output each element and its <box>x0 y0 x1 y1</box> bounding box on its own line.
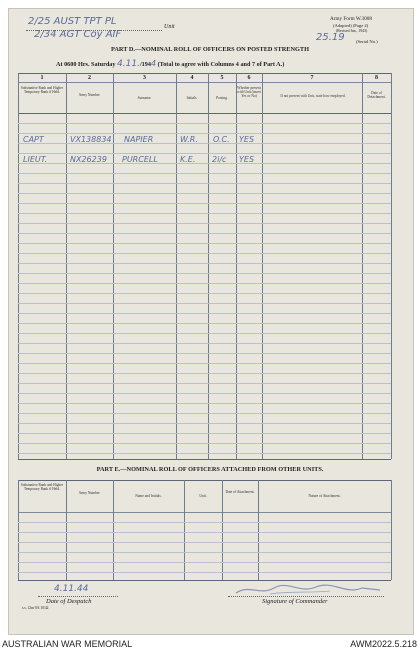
year-prefix: /194 <box>139 61 151 68</box>
form-revised: (Revised Jan., 1943) <box>336 29 368 33</box>
row1-surname: NAPIER <box>124 135 154 144</box>
row2-posting: 2i/c <box>212 155 227 164</box>
ruled-line <box>18 333 391 334</box>
row2-number: NX26239 <box>70 155 107 164</box>
col-header-initials: Initials. <box>186 96 198 100</box>
col-num-4: 4 <box>190 75 194 81</box>
col-header-employed: If not present with Unit, state how employed. <box>280 94 346 98</box>
col-header-rank: Substantive Rank and Higher Temporary Rank if Held. <box>20 86 64 95</box>
archive-ref: AWM2022.5.218 <box>350 639 417 649</box>
part-e-title: PART E.—NOMINAL ROLL OF OFFICERS ATTACHED FROM OTHER UNITS. <box>96 466 324 473</box>
at-suffix: (Total to agree with Columns 4 and 7 of Part A.) <box>157 61 285 68</box>
ruled-line <box>18 363 391 364</box>
col-num-5: 5 <box>220 75 224 81</box>
e-col-header-date: Date of Attachment. <box>225 490 255 494</box>
ruled-line <box>18 123 391 124</box>
row2-present: YES <box>239 155 255 164</box>
ruled-line <box>18 343 391 344</box>
despatch-label: Date of Despatch <box>46 598 92 605</box>
col-num-7: 7 <box>310 75 314 81</box>
ruled-line <box>18 133 391 134</box>
ruled-line <box>18 393 391 394</box>
ruled-line <box>18 323 391 324</box>
unit-label: Unit <box>164 24 175 30</box>
serial-handwriting: 25.19 <box>316 32 345 43</box>
printer-note: s.s. 12m 9/4 10/42 <box>22 606 49 610</box>
ruled-line <box>18 433 391 434</box>
ruled-line <box>18 253 391 254</box>
col-header-army-number: Army Number. <box>78 93 101 97</box>
ruled-line <box>18 283 391 284</box>
ruled-line <box>18 383 391 384</box>
ruled-line <box>18 403 391 404</box>
col-num-6: 6 <box>247 75 251 81</box>
ruled-line <box>18 552 391 553</box>
ruled-line <box>18 293 391 294</box>
col-num-2: 2 <box>88 75 91 81</box>
row1-initials: W.R. <box>180 135 198 144</box>
archive-org: AUSTRALIAN WAR MEMORIAL <box>2 639 133 649</box>
ruled-line <box>18 562 391 563</box>
ruled-line <box>18 413 391 414</box>
col-num-8: 8 <box>375 75 378 81</box>
part-d-title: PART D.—NOMINAL ROLL OF OFFICERS ON POSTED STRENGTH <box>110 46 310 53</box>
ruled-line <box>18 243 391 244</box>
ruled-line <box>18 223 391 224</box>
e-col-header-nature: Nature of Attachment. <box>308 494 341 498</box>
year-handwriting: 4 <box>150 59 157 68</box>
ruled-line <box>18 273 391 274</box>
col-num-1: 1 <box>40 75 44 81</box>
ruled-line <box>18 532 391 533</box>
ruled-line <box>18 303 391 304</box>
signature-label: Signature of Commander <box>262 598 328 605</box>
unit-handwriting-line2: 2/34 AGT Coy AIF <box>34 29 122 40</box>
col-header-surname: Surname. <box>137 96 152 100</box>
form-id: Army Form W.3008 <box>330 16 372 22</box>
col-header-posting: Posting. <box>216 96 228 100</box>
archive-footer <box>0 637 420 653</box>
ruled-line <box>18 453 391 454</box>
ruled-line <box>18 233 391 234</box>
form-page <box>8 8 414 635</box>
ruled-line <box>18 193 391 194</box>
form-adapted: (Adapted) (Page 2) <box>333 23 369 28</box>
ruled-line <box>18 353 391 354</box>
row2-surname: PURCELL <box>122 155 158 164</box>
e-col-header-unit: Unit. <box>199 494 207 498</box>
ruled-line <box>18 423 391 424</box>
ruled-line <box>18 373 391 374</box>
ruled-line <box>18 213 391 214</box>
serial-label: (Serial No.) <box>356 39 378 44</box>
ruled-line <box>18 183 391 184</box>
ruled-line <box>18 153 391 154</box>
row1-present: YES <box>239 135 255 144</box>
ruled-line <box>18 203 391 204</box>
e-col-header-army-number: Army Number. <box>78 491 101 495</box>
at-prefix: At 0600 Hrs. Saturday <box>56 61 116 68</box>
row1-number: VX138834 <box>70 135 112 144</box>
despatch-date-handwriting: 4.11.44 <box>54 584 89 594</box>
row2-rank: LIEUT. <box>23 155 48 164</box>
date-handwriting: 4.11. <box>117 59 140 69</box>
unit-handwriting-line1: 2/25 AUST TPT PL <box>28 16 117 27</box>
col-num-3: 3 <box>143 75 146 81</box>
col-header-present: Whether present with Unit (insert Yes or No) <box>237 86 261 99</box>
ruled-line <box>18 263 391 264</box>
row1-posting: O.C. <box>213 135 230 144</box>
e-col-header-rank: Substantive Rank and Higher Temporary Rank if Held. <box>20 483 64 492</box>
ruled-line <box>18 522 391 523</box>
ruled-line <box>18 572 391 573</box>
ruled-line <box>18 173 391 174</box>
ruled-line <box>18 443 391 444</box>
row1-rank: CAPT <box>23 135 44 144</box>
row2-initials: K.E. <box>180 155 196 164</box>
ruled-line <box>18 542 391 543</box>
part-d-at-line <box>56 59 284 69</box>
ruled-line <box>18 313 391 314</box>
col-header-detachment: Date of Detachment. <box>367 91 386 100</box>
e-col-header-name: Name and Initials. <box>135 494 162 498</box>
